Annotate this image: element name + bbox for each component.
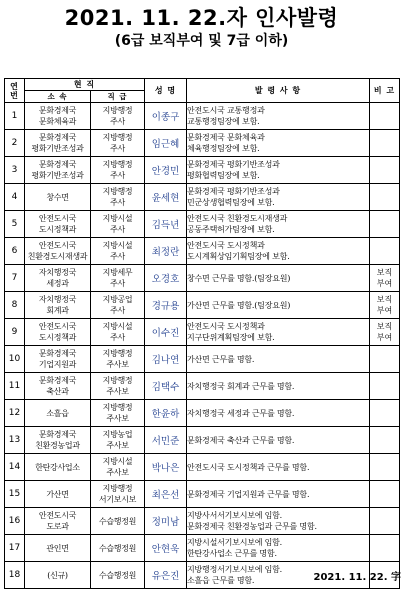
appointment-order	[187, 427, 370, 454]
current-rank	[91, 508, 145, 535]
current-rank-line: 지방행정	[102, 403, 133, 412]
person-name: 김득년	[145, 211, 187, 238]
remarks-line: 부여	[376, 279, 393, 288]
table-row	[5, 157, 400, 184]
remarks	[370, 265, 400, 292]
current-dept	[25, 535, 91, 562]
current-rank	[91, 346, 145, 373]
current-dept-line: 안전도시국	[38, 511, 77, 520]
appointment-order-line: 안전도시국 교통행정과	[187, 106, 265, 115]
table-row	[5, 373, 400, 400]
current-rank	[91, 292, 145, 319]
remarks-line: 부여	[376, 333, 393, 342]
current-rank	[91, 103, 145, 130]
appointment-order-line: 가산면 근무를 명함.(팀장요원)	[187, 300, 291, 310]
row-number: 5	[5, 211, 25, 238]
current-dept	[25, 130, 91, 157]
remarks-line: 부여	[376, 306, 393, 315]
current-rank	[91, 184, 145, 211]
table-row	[5, 211, 400, 238]
appointment-order-line: 지구단위계획팀장에 보함.	[187, 333, 275, 342]
current-rank-line: 수습행정원	[98, 516, 137, 526]
table-row	[5, 319, 400, 346]
current-dept-line: 친환경도시재생과	[27, 252, 88, 261]
current-rank-line: 지방시설	[102, 214, 133, 223]
appointment-order	[187, 481, 370, 508]
current-rank-line: 지방행정	[102, 187, 133, 196]
current-rank-line: 지방행정	[102, 160, 133, 169]
current-rank-line: 주사	[110, 198, 125, 207]
current-rank-line: 주사보	[106, 414, 129, 423]
appointment-order-line: 안전도시국 도시정책과	[187, 241, 265, 250]
current-dept-line: 평화기반조성과	[31, 144, 84, 153]
current-rank-line: 지방행정	[102, 106, 133, 115]
header-dept: 소 속	[25, 91, 91, 103]
header-number: 연 번	[5, 79, 25, 103]
remarks	[370, 400, 400, 427]
current-dept-line: 안전도시국	[38, 322, 77, 331]
appointment-order-line: 문화경제국 축산과 근무를 명함.	[187, 435, 295, 445]
person-name: 경규용	[145, 292, 187, 319]
person-name: 서민준	[145, 427, 187, 454]
row-number: 18	[5, 562, 25, 589]
table-body	[5, 103, 400, 589]
appointment-order	[187, 454, 370, 481]
appointment-order-line: 도시계획상임기획팀장에 보함.	[187, 252, 290, 261]
current-dept	[25, 238, 91, 265]
person-name: 김택수	[145, 373, 187, 400]
appointment-order-line: 평화협력팀장에 보함.	[187, 171, 260, 180]
current-dept-line: 도시정책과	[38, 225, 77, 234]
header-order: 발 령 사 항	[187, 79, 370, 103]
current-rank-line: 지방행정	[102, 133, 133, 142]
current-rank-line: 주사	[110, 117, 125, 126]
appointment-order-line: 문화경제국 평화기반조성과	[187, 160, 280, 169]
row-number: 14	[5, 454, 25, 481]
person-name: 윤세현	[145, 184, 187, 211]
person-name: 김나연	[145, 346, 187, 373]
current-rank	[91, 427, 145, 454]
table-row	[5, 265, 400, 292]
person-name: 안경민	[145, 157, 187, 184]
current-rank-line: 지방공업	[102, 295, 133, 304]
personnel-table	[4, 78, 400, 589]
page-subtitle: (6급 보직부여 및 7급 이하)	[114, 33, 289, 49]
current-rank	[91, 454, 145, 481]
appointment-order-line: 지방행정서기보시보에 임함.	[187, 565, 283, 574]
current-dept	[25, 373, 91, 400]
table-row	[5, 400, 400, 427]
current-rank	[91, 373, 145, 400]
person-name: 임근혜	[145, 130, 187, 157]
current-dept	[25, 346, 91, 373]
current-rank-line: 지방시설	[102, 322, 133, 331]
current-dept	[25, 103, 91, 130]
header-rank: 직 급	[91, 91, 145, 103]
table-row	[5, 508, 400, 535]
row-number: 10	[5, 346, 25, 373]
current-rank-line: 주사	[110, 252, 125, 261]
appointment-order	[187, 508, 370, 535]
row-number: 2	[5, 130, 25, 157]
current-dept-line: (신규)	[47, 570, 68, 580]
current-rank-line: 주사	[110, 144, 125, 153]
current-dept	[25, 562, 91, 589]
current-dept-line: 문화경제국	[38, 133, 77, 142]
current-dept	[25, 292, 91, 319]
person-name: 최은선	[145, 481, 187, 508]
appointment-order-line: 문화경제국 친환경농업과 근무를 명함.	[187, 522, 317, 531]
appointment-order	[187, 157, 370, 184]
appointment-order-line: 문화경제국 기업지원과 근무를 명함.	[187, 489, 310, 499]
current-rank	[91, 535, 145, 562]
current-rank-line: 주사	[110, 225, 125, 234]
current-rank-line: 주사	[110, 306, 125, 315]
current-dept-line: 도시정책과	[38, 333, 77, 342]
current-rank-line: 주사	[110, 279, 125, 288]
table-row	[5, 103, 400, 130]
current-dept-line: 자치행정국	[38, 268, 77, 277]
current-rank	[91, 238, 145, 265]
current-dept-line: 안전도시국	[38, 214, 77, 223]
table-row	[5, 454, 400, 481]
current-rank-line: 주사보	[106, 468, 129, 477]
appointment-order-line: 창수면 근무를 명함.(팀장요원)	[187, 273, 291, 283]
row-number: 16	[5, 508, 25, 535]
row-number: 13	[5, 427, 25, 454]
appointment-order	[187, 346, 370, 373]
appointment-order-line: 안전도시국 도시정책과 근무를 명함.	[187, 462, 310, 472]
row-number: 1	[5, 103, 25, 130]
header-current: 현 직	[25, 79, 145, 91]
current-dept	[25, 265, 91, 292]
footer-date: 2021. 11. 22. 字	[313, 572, 401, 583]
remarks	[370, 508, 400, 535]
current-dept-line: 문화경제국	[38, 160, 77, 169]
row-number: 3	[5, 157, 25, 184]
current-dept-line: 자치행정국	[38, 295, 77, 304]
remarks	[370, 157, 400, 184]
current-dept-line: 문화경제국	[38, 349, 77, 358]
current-dept	[25, 211, 91, 238]
current-dept	[25, 400, 91, 427]
current-dept	[25, 157, 91, 184]
remarks	[370, 481, 400, 508]
appointment-order-line: 자치행정국 세정과 근무를 명함.	[187, 408, 295, 418]
person-name: 이수진	[145, 319, 187, 346]
remarks	[370, 238, 400, 265]
remarks	[370, 346, 400, 373]
remarks-line: 보직	[376, 295, 393, 304]
appointment-order	[187, 265, 370, 292]
appointment-order	[187, 184, 370, 211]
current-dept-line: 소흘읍	[46, 408, 69, 418]
appointment-order	[187, 292, 370, 319]
person-name: 박나은	[145, 454, 187, 481]
table-row	[5, 535, 400, 562]
current-rank	[91, 400, 145, 427]
current-dept-line: 평화기반조성과	[31, 171, 84, 180]
current-rank-line: 지방농업	[102, 430, 133, 439]
current-dept	[25, 319, 91, 346]
current-dept-line: 회계과	[46, 306, 69, 315]
person-name: 정미남	[145, 508, 187, 535]
appointment-order	[187, 103, 370, 130]
appointment-order-line: 체육행정팀장에 보함.	[187, 144, 260, 153]
appointment-order	[187, 211, 370, 238]
current-dept-line: 문화체육과	[38, 117, 77, 126]
current-rank	[91, 562, 145, 589]
current-dept-line: 친환경농업과	[35, 441, 80, 450]
remarks	[370, 427, 400, 454]
current-dept	[25, 184, 91, 211]
current-dept-line: 문화경제국	[38, 106, 77, 115]
remarks	[370, 103, 400, 130]
person-name: 안현욱	[145, 535, 187, 562]
current-rank-line: 지방시설	[102, 457, 133, 466]
appointment-order-line: 가산면 근무를 명함.	[187, 354, 255, 364]
current-dept-line: 창수면	[46, 192, 69, 202]
remarks	[370, 373, 400, 400]
table-row	[5, 346, 400, 373]
current-dept-line: 세정과	[46, 279, 69, 288]
current-dept-line: 관인면	[46, 543, 69, 553]
current-rank-line: 주사보	[106, 441, 129, 450]
current-dept-line: 한탄강사업소	[35, 462, 80, 472]
current-rank	[91, 481, 145, 508]
person-name: 유은진	[145, 562, 187, 589]
current-dept	[25, 508, 91, 535]
table-row	[5, 130, 400, 157]
remarks	[370, 184, 400, 211]
current-dept-line: 도로과	[46, 522, 69, 531]
current-rank-line: 수습행정원	[98, 570, 137, 580]
row-number: 6	[5, 238, 25, 265]
table-row	[5, 238, 400, 265]
appointment-order	[187, 238, 370, 265]
remarks	[370, 454, 400, 481]
appointment-order	[187, 130, 370, 157]
appointment-order-line: 지방사서서기보시보에 임함.	[187, 511, 283, 520]
header-note: 비 고	[370, 79, 400, 103]
current-dept	[25, 454, 91, 481]
row-number: 4	[5, 184, 25, 211]
current-rank	[91, 211, 145, 238]
person-name: 최정란	[145, 238, 187, 265]
person-name: 한윤하	[145, 400, 187, 427]
appointment-order-line: 문화경제국 평화기반조성과	[187, 187, 280, 196]
current-rank	[91, 157, 145, 184]
row-number: 15	[5, 481, 25, 508]
appointment-order	[187, 535, 370, 562]
appointment-order-line: 지방시설서기보시보에 임함.	[187, 538, 283, 547]
current-rank-line: 서기보시보	[98, 495, 137, 504]
current-dept-line: 문화경제국	[38, 376, 77, 385]
current-dept-line: 기업지원과	[38, 360, 77, 369]
current-dept	[25, 481, 91, 508]
row-number: 8	[5, 292, 25, 319]
current-rank-line: 주사보	[106, 387, 129, 396]
current-rank-line: 주사	[110, 171, 125, 180]
person-name: 이종구	[145, 103, 187, 130]
remarks	[370, 319, 400, 346]
remarks-line: 보직	[376, 322, 393, 331]
table-row	[5, 184, 400, 211]
remarks-line: 보직	[376, 268, 393, 277]
row-number: 11	[5, 373, 25, 400]
current-dept-line: 문화경제국	[38, 430, 77, 439]
page-title: 2021. 11. 22.자 인사발령	[64, 6, 339, 30]
remarks	[370, 130, 400, 157]
appointment-order-line: 문화경제국 문화체육과	[187, 133, 265, 142]
current-rank	[91, 319, 145, 346]
appointment-order-line: 안전도시국 도시정책과	[187, 322, 265, 331]
person-name: 오경호	[145, 265, 187, 292]
current-rank-line: 지방행정	[102, 484, 133, 493]
remarks	[370, 535, 400, 562]
header-name: 성 명	[145, 79, 187, 103]
appointment-order	[187, 319, 370, 346]
current-rank	[91, 130, 145, 157]
current-rank-line: 주사보	[106, 360, 129, 369]
appointment-order-line: 자치행정국 회계과 근무를 명함.	[187, 381, 295, 391]
appointment-order-line: 소흘읍 근무를 명함.	[187, 576, 255, 585]
current-rank-line: 지방시설	[102, 241, 133, 250]
row-number: 12	[5, 400, 25, 427]
appointment-order-line: 공동주택허가팀장에 보함.	[187, 225, 275, 234]
current-dept-line: 축산과	[46, 387, 69, 396]
current-rank-line: 주사	[110, 333, 125, 342]
row-number: 7	[5, 265, 25, 292]
table-row	[5, 292, 400, 319]
remarks	[370, 292, 400, 319]
current-rank	[91, 265, 145, 292]
current-rank-line: 지방세무	[102, 268, 133, 277]
appointment-order-line: 민군상생협력팀장에 보함.	[187, 198, 275, 207]
table-row	[5, 427, 400, 454]
table-row	[5, 481, 400, 508]
current-rank-line: 지방행정	[102, 376, 133, 385]
current-rank-line: 지방행정	[102, 349, 133, 358]
row-number: 17	[5, 535, 25, 562]
appointment-order	[187, 400, 370, 427]
current-dept	[25, 427, 91, 454]
remarks	[370, 211, 400, 238]
appointment-order-line: 교통행정팀장에 보함.	[187, 117, 260, 126]
appointment-order-line: 안전도시국 친환경도시재생과	[187, 214, 288, 223]
current-dept-line: 안전도시국	[38, 241, 77, 250]
appointment-order-line: 한탄강사업소 근무를 명함.	[187, 549, 277, 558]
current-dept-line: 가산면	[46, 489, 69, 499]
appointment-order	[187, 373, 370, 400]
row-number: 9	[5, 319, 25, 346]
current-rank-line: 수습행정원	[98, 543, 137, 553]
